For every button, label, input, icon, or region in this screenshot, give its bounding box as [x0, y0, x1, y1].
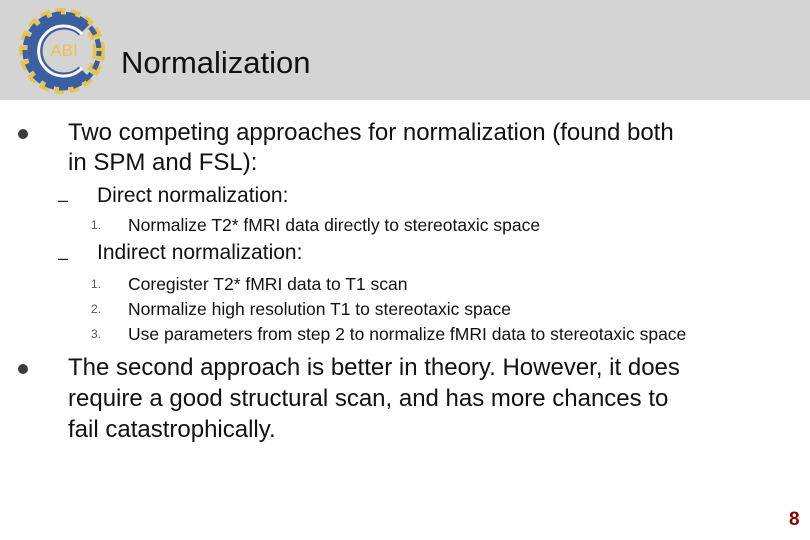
- sub-bullet-dash: –: [58, 248, 69, 268]
- bullet-dot: [18, 364, 28, 374]
- list-number: 1.: [91, 218, 102, 232]
- sub-bullet-label: Indirect normalization:: [97, 241, 303, 264]
- bullet-text-line: fail catastrophically.: [68, 416, 276, 443]
- sub-bullet-dash: –: [58, 190, 69, 210]
- list-item-text: Coregister T2* fMRI data to T1 scan: [128, 274, 408, 294]
- page-number: 8: [789, 509, 800, 530]
- abi-logo-icon: [16, 8, 108, 94]
- sub-bullet-label: Direct normalization:: [97, 184, 289, 207]
- list-number: 1.: [91, 277, 102, 291]
- list-number: 2.: [91, 302, 102, 316]
- bullet-text-line: Two competing approaches for normalization (found both: [68, 119, 674, 146]
- logo-text: ABI: [50, 41, 78, 60]
- list-number: 3.: [91, 327, 102, 341]
- list-item-text: Normalize high resolution T1 to stereotaxic space: [128, 299, 511, 319]
- list-item-text: Use parameters from step 2 to normalize fMRI data to stereotaxic space: [128, 324, 687, 344]
- slide-header: [0, 0, 810, 100]
- slide-title: Normalization: [121, 45, 311, 80]
- bullet-text-line: require a good structural scan, and has more chances to: [68, 385, 669, 412]
- bullet-text-line: in SPM and FSL):: [68, 149, 258, 176]
- bullet-text-line: The second approach is better in theory. However, it does: [68, 354, 680, 381]
- list-item-text: Normalize T2* fMRI data directly to stereotaxic space: [128, 215, 541, 235]
- bullet-dot: [18, 129, 28, 139]
